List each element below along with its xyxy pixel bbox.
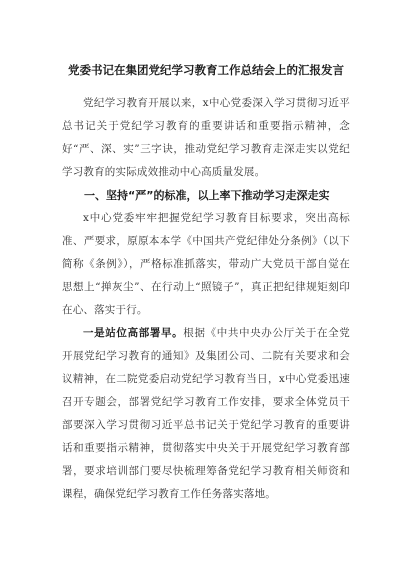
point-1-lead: 一是站位高部署早。 xyxy=(83,327,184,339)
section-heading-1: 一、坚持“严”的标准，以上率下推动学习走深走实 xyxy=(84,189,330,202)
point-1-paragraph xyxy=(62,322,350,506)
document-title: 党委书记在集团党纪学习教育工作总结会上的汇报发言 xyxy=(68,63,344,77)
section-1-paragraph: x中心党委牢牢把握党纪学习教育目标要求，突出高标准、严要求，原原本本学《中国共产党纪律处分条例》（以下简称《条例》），严格标准抓落实，带动广大党员干部自觉在思想上“掸灰尘”、在行动上“照镜子”，真正把纪律规矩刻印在心、落实于行。 xyxy=(62,212,350,316)
intro-paragraph: 党纪学习教育开展以来，x中心党委深入学习贯彻习近平总书记关于党纪学习教育的重要讲话和重要指示精神，念好“严、深、实”三字诀，推动党纪学习教育走深走实以党纪学习教育的实际成效推动中心高质量发展。 xyxy=(62,97,350,178)
point-1-text: 根据《中共中央办公厅关于在全党开展党纪学习教育的通知》及集团公司、二院有关要求和会议精神，在二院党委启动党纪学习教育当日，x中心党委迅速召开专题会，部署党纪学习教育工作安排，要求全体党员干部要深入学习贯彻习近平总书记关于党纪学习教育的重要讲话和重要指示精神，贯彻落实中央关于开展党纪学习教育部署，要求培训部门要尽快梳理筹备党纪学习教育相关师资和课程，确保党纪学习教育工作任务落实落地。 xyxy=(62,327,350,500)
